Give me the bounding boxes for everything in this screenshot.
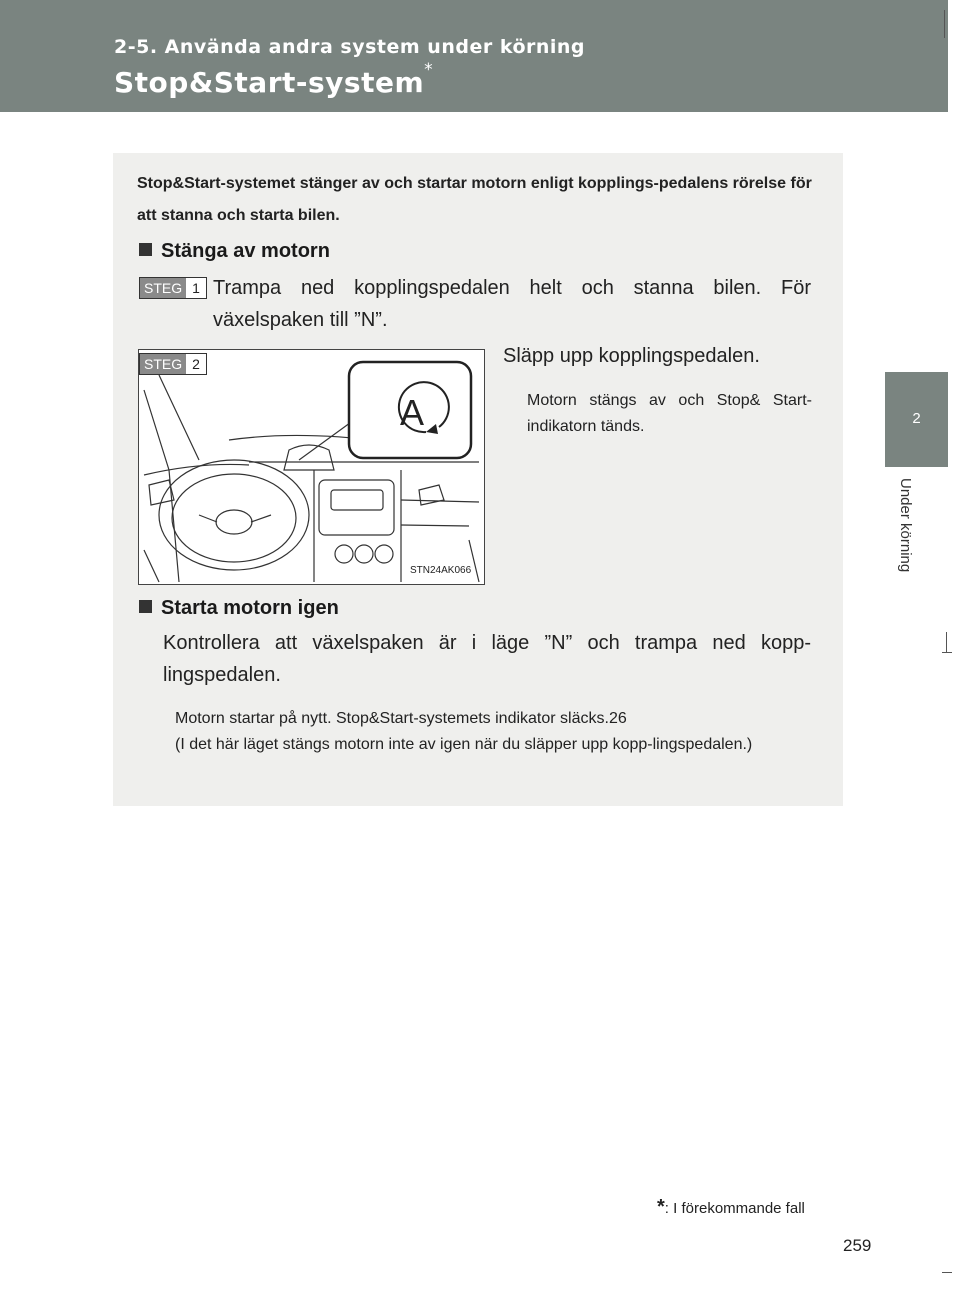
step-2-note: Motorn stängs av och Stop& Start-indikatorn tänds. [527, 392, 812, 435]
chapter-label: Under körning [897, 478, 914, 573]
page-title-text: Stop&Start-system [114, 66, 425, 99]
title-footnote-mark: * [424, 60, 434, 80]
bullet-square-icon [139, 600, 152, 613]
crop-mark [946, 632, 947, 652]
step-2-text: Släpp upp kopplingspedalen. [503, 345, 760, 367]
step-badge-label: STEG [140, 278, 186, 298]
crop-mark [942, 652, 952, 653]
chapter-tab [885, 372, 948, 467]
heading-restart-engine-text: Starta motorn igen [161, 597, 339, 619]
heading-stop-engine [139, 240, 330, 263]
step-badge-number: 2 [186, 354, 206, 374]
intro-text: Stop&Start-systemet stänger av och startar motorn enligt kopplings-pedalens rörelse för att stanna och starta bilen. [137, 175, 812, 224]
bullet-square-icon [139, 243, 152, 256]
step-badge-1 [139, 277, 207, 299]
restart-note-2: (I det här läget stängs motorn inte av igen när du släpper upp kopp-lingspedalen.) [175, 736, 753, 753]
page-number: 259 [843, 1236, 872, 1255]
restart-text: Kontrollera att växelspaken är i läge ”N” och trampa ned kopp-lingspedalen. [163, 632, 811, 686]
crop-mark [944, 10, 945, 38]
dashboard-drawing [139, 350, 484, 584]
step-badge-number: 1 [186, 278, 206, 298]
heading-stop-engine-text: Stänga av motorn [161, 240, 330, 262]
restart-note-1: Motorn startar på nytt. Stop&Start-systemets indikator släcks.26 [175, 710, 627, 727]
section-title: 2-5. Använda andra system under körning [114, 36, 586, 58]
step-1-text: Trampa ned kopplingspedalen helt och stanna bilen. För växelspaken till ”N”. [213, 277, 811, 331]
chapter-number: 2 [912, 410, 921, 427]
illustration-code: STN24AK066 [410, 565, 472, 576]
indicator-letter: A [399, 392, 425, 433]
dashboard-illustration [138, 349, 485, 585]
step-badge-2 [139, 353, 207, 375]
footnote-mark: * [657, 1196, 665, 1218]
step-badge-label: STEG [140, 354, 186, 374]
heading-restart-engine [139, 597, 339, 620]
page-title [114, 60, 434, 99]
crop-mark [942, 1272, 952, 1273]
footnote [657, 1196, 805, 1219]
footnote-text: : I förekommande fall [664, 1200, 805, 1217]
